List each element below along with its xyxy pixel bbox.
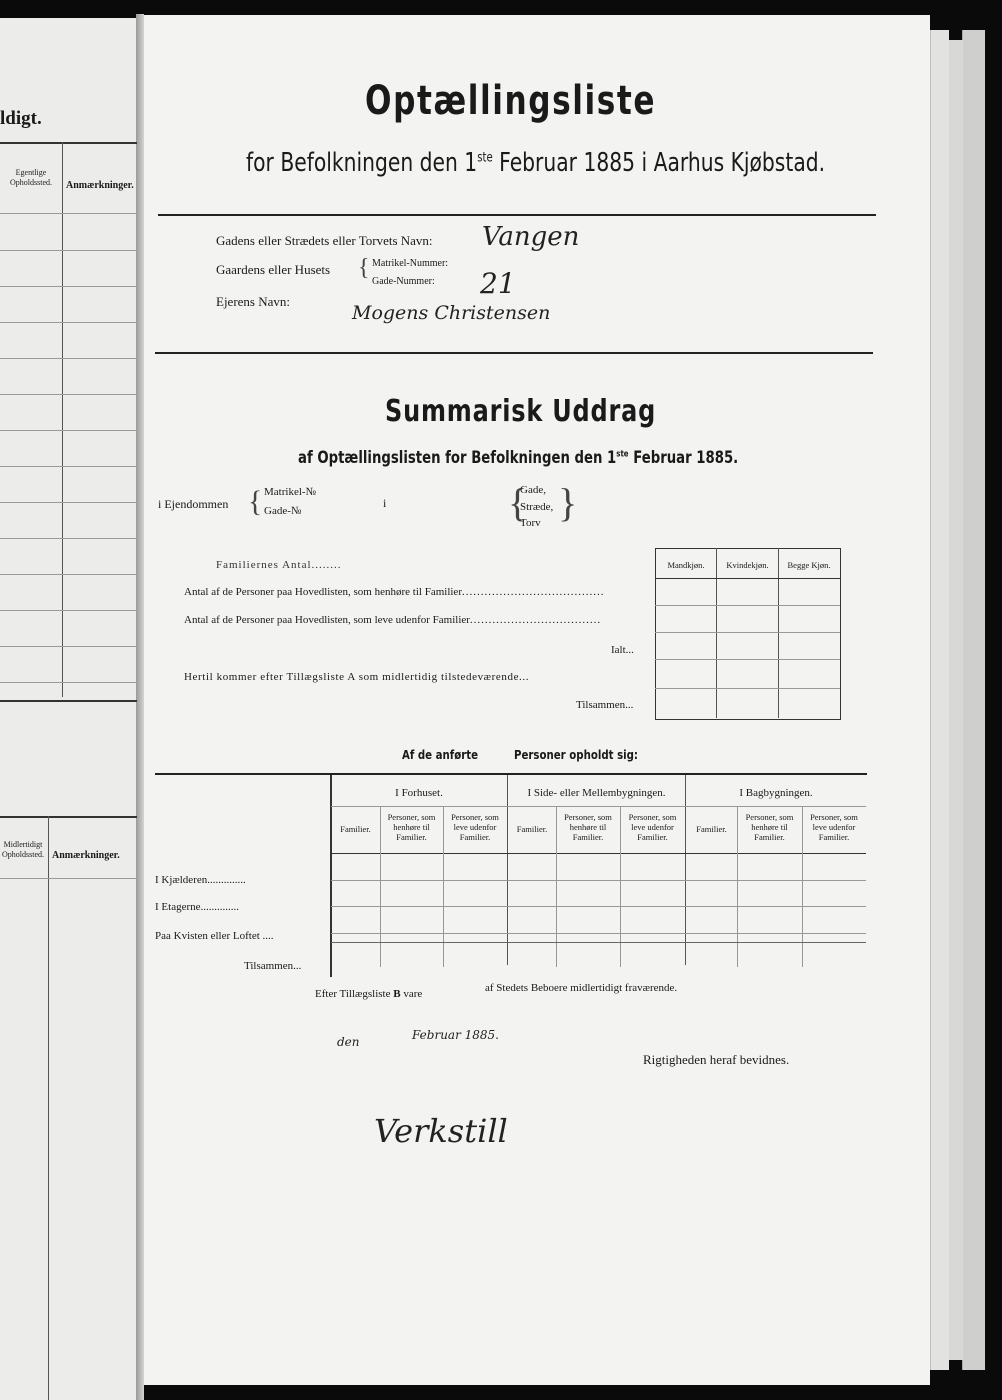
certification-text: Rigtigheden heraf bevidnes.	[643, 1052, 790, 1067]
left-col-header: Egentlige Opholdssted.	[10, 168, 52, 187]
left-page-heading: ldigt.	[0, 108, 42, 129]
residence-subcol-header: Personer, som henhøre til Familier.	[387, 812, 436, 842]
residence-intro: Af de anførte	[402, 748, 479, 762]
owner-value: Mogens Christensen	[352, 302, 551, 324]
residence-subcol-header: Familier.	[516, 824, 548, 834]
page-edges	[930, 30, 949, 1370]
residence-group-header: I Forhuset.	[395, 787, 443, 799]
residence-row-label: Tilsammen...	[244, 960, 302, 972]
place-option: Gade,	[520, 484, 546, 496]
residence-subcol-header: Personer, som leve udenfor Familier.	[628, 812, 677, 842]
residence-subcol-header: Personer, som henhøre til Familier.	[745, 812, 794, 842]
ruled-line	[0, 502, 137, 503]
tillaeg-text: af Stedets Beboere midlertidigt fraværende.	[485, 982, 678, 994]
tillaeg-text: Efter Tillægsliste B vare	[315, 988, 423, 1000]
ruled-line	[0, 430, 137, 431]
count-row-label: Ialt...	[611, 644, 634, 656]
ruled-line	[0, 682, 137, 683]
ruled-line	[0, 358, 137, 359]
matrikel-no-label: Matrikel-№	[264, 486, 317, 498]
gade-no-label: Gade-№	[264, 505, 302, 517]
residence-row-label: I Etagerne..............	[155, 901, 239, 913]
count-row-label: Antal af de Personer paa Hovedlisten, som henhøre til Familier......................................	[184, 586, 605, 598]
left-col-header: Anmærkninger.	[52, 850, 120, 861]
ruled-line	[0, 574, 137, 575]
residence-intro: Personer opholdt sig:	[514, 748, 639, 762]
table-divider	[443, 807, 444, 967]
ruled-line	[0, 646, 137, 647]
residence-group-header: I Side- eller Mellembygningen.	[527, 787, 666, 799]
place-option: Torv	[520, 517, 541, 529]
count-col-header: Kvindekjøn.	[726, 560, 769, 570]
count-col-header: Mandkjøn.	[667, 560, 705, 570]
count-row-label: Tilsammen...	[576, 699, 634, 711]
summary-title: Summarisk Uddrag	[385, 394, 657, 429]
residence-group-header: I Bagbygningen.	[739, 787, 813, 799]
table-divider	[802, 807, 803, 967]
table-divider	[380, 807, 381, 967]
house-label: Gaardens eller Husets	[216, 262, 331, 277]
date-month-year: Februar 1885.	[412, 1028, 499, 1042]
residence-subcol-header: Personer, som leve udenfor Familier.	[451, 812, 499, 842]
summary-subtitle: af Optællingslisten for Befolkningen den 1ste Februar 1885.	[298, 448, 739, 468]
book-spine	[136, 14, 144, 1400]
page-edges	[962, 30, 985, 1370]
owner-label: Ejerens Navn:	[216, 294, 291, 309]
residence-row-label: Paa Kvisten eller Loftet ....	[155, 930, 274, 942]
count-row-label: Hertil kommer efter Tillægsliste A som midlertidig tilstedeværende...	[184, 671, 530, 683]
residence-row-label: I Kjælderen..............	[155, 874, 246, 886]
page-edges	[948, 40, 963, 1360]
table-divider	[620, 807, 621, 967]
table-divider	[737, 807, 738, 967]
signature: Verkstill	[374, 1112, 508, 1150]
table-divider	[556, 807, 557, 967]
residence-subcol-header: Familier.	[340, 824, 371, 834]
place-option: Stræde,	[520, 501, 554, 513]
residence-subcol-header: Personer, som leve udenfor Familier.	[810, 812, 858, 842]
ruled-line	[0, 394, 137, 395]
ruled-line	[0, 538, 137, 539]
ruled-line	[0, 466, 137, 467]
i-label: i	[383, 496, 387, 510]
date-den: den	[337, 1035, 360, 1049]
left-col-header: Anmærkninger.	[66, 180, 134, 191]
form-subtitle: for Befolkningen den 1ste Februar 1885 i Aarhus Kjøbstad.	[246, 148, 826, 178]
ruled-line	[0, 610, 137, 611]
count-table	[655, 548, 841, 720]
left-page	[0, 18, 138, 1400]
residence-subcol-header: Familier.	[696, 824, 727, 834]
form-title: Optællingsliste	[365, 78, 657, 124]
residence-subcol-header: Personer, som henhøre til Familier.	[564, 812, 612, 842]
ejendom-label: i Ejendommen	[158, 497, 229, 511]
ruled-line	[0, 250, 137, 251]
count-row-label: Antal af de Personer paa Hovedlisten, som leve udenfor Familier...................................	[184, 614, 602, 626]
street-value: Vangen	[482, 222, 580, 252]
gade-nummer-label: Gade-Nummer:	[372, 276, 435, 287]
count-row-label: Familiernes Antal........	[216, 559, 342, 571]
gade-nummer-value: 21	[480, 267, 516, 300]
left-col-header: Midlertidigt Opholdssted.	[2, 840, 44, 859]
ruled-line	[0, 322, 137, 323]
ruled-line	[0, 286, 137, 287]
street-label: Gadens eller Strædets eller Torvets Navn:	[216, 233, 433, 248]
matrikel-label: Matrikel-Nummer:	[372, 258, 449, 269]
count-col-header: Begge Kjøn.	[787, 560, 831, 570]
